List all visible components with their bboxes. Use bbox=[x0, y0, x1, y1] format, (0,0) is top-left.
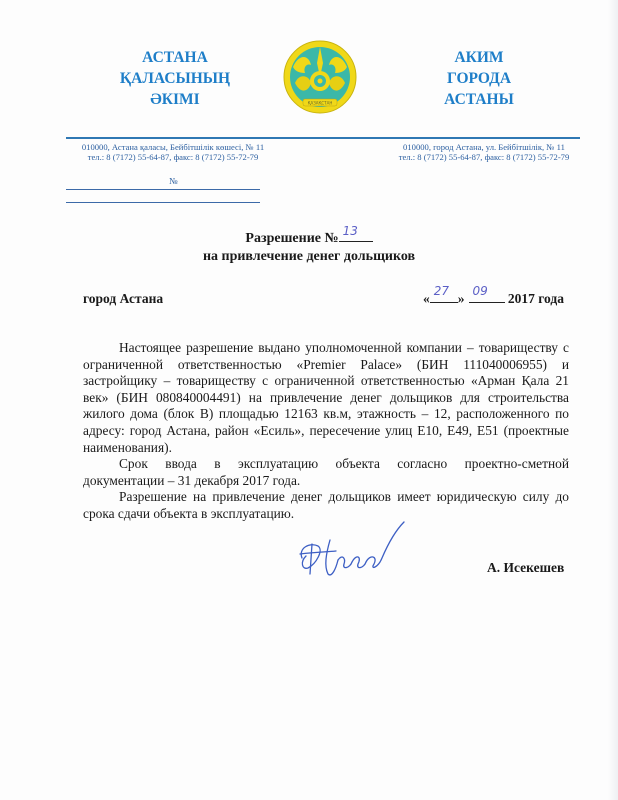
header-org-russian-line: ГОРОДА bbox=[446, 70, 512, 87]
title-line-2: на привлечение денег дольщиков bbox=[202, 249, 416, 264]
address-kazakh bbox=[63, 142, 283, 162]
document-body bbox=[83, 340, 569, 523]
header-org-kazakh bbox=[95, 47, 255, 110]
header-divider bbox=[66, 137, 580, 139]
address-kazakh-phone: тел.: 8 (7172) 55-64-87, факс: 8 (7172) 55-72-79 bbox=[87, 152, 259, 162]
date-close-quote: » bbox=[457, 291, 465, 306]
header-org-kazakh-line: ҚАЛАСЫНЫҢ bbox=[119, 70, 231, 87]
issue-city: город Астана bbox=[83, 291, 164, 306]
title-line-1 bbox=[0, 224, 618, 248]
kazakhstan-state-emblem-icon bbox=[281, 33, 359, 121]
registration-number-mark: № bbox=[169, 176, 178, 186]
date-month-field bbox=[469, 284, 505, 303]
address-russian bbox=[383, 142, 585, 162]
scan-edge-shadow bbox=[608, 0, 618, 800]
header-org-kazakh-line: ӘКІМІ bbox=[150, 91, 200, 108]
address-russian-line: 010000, город Астана, ул. Бейбітшілік, № 11 bbox=[403, 142, 565, 152]
header-org-russian-line: АСТАНЫ bbox=[444, 91, 514, 108]
registration-number-line bbox=[66, 177, 260, 190]
emblem-caption: ҚАЗАҚСТАН bbox=[307, 100, 333, 106]
registration-date-line bbox=[66, 202, 260, 203]
date-day-field bbox=[430, 284, 458, 303]
date-month-handwritten: 09 bbox=[472, 284, 488, 298]
address-kazakh-line: 010000, Астана қаласы, Бейбітшілік көшесі, № 11 bbox=[81, 142, 265, 152]
header-org-russian-line: АКИМ bbox=[454, 49, 504, 66]
handwritten-signature-icon bbox=[296, 518, 416, 580]
date-open-quote: « bbox=[423, 291, 430, 306]
date-year: 2017 года bbox=[507, 291, 564, 306]
title-prefix: Разрешение № bbox=[245, 231, 339, 246]
body-paragraph: Разрешение на привлечение денег дольщиков имеет юридическую силу до срока сдачи объекта в эксплуатацию. bbox=[83, 489, 569, 521]
permit-number-field bbox=[339, 224, 373, 242]
document-title bbox=[0, 224, 618, 266]
address-russian-phone: тел.: 8 (7172) 55-64-87, факс: 8 (7172) 55-72-79 bbox=[398, 152, 570, 162]
permit-number-handwritten: 13 bbox=[342, 224, 358, 238]
body-paragraph: Настоящее разрешение выдано уполномоченной компании – товариществу с ограниченной ответственностью «Premier Palace» (БИН 111040006955) и застройщику – товариществу с ограниченной ответственностью «Арман Қала 21 век» (БИН 080840004491) на привлечение денег дольщиков для строительства жилого дома (блок В) площадью 12163 кв.м, этажность – 12, расположенного по адресу: город Астана, район «Есиль», пересечение улиц Е10, Е49, Е51 (проектные наименования). bbox=[83, 340, 569, 455]
header-org-kazakh-line: АСТАНА bbox=[142, 49, 208, 66]
signatory-name: А. Исекешев bbox=[487, 560, 565, 575]
body-paragraph: Срок ввода в эксплуатацию объекта согласно проектно-сметной документации – 31 декабря 2017 года. bbox=[83, 456, 569, 488]
date-day-handwritten: 27 bbox=[433, 284, 450, 298]
header-org-russian bbox=[424, 47, 534, 110]
issue-date bbox=[423, 284, 564, 307]
